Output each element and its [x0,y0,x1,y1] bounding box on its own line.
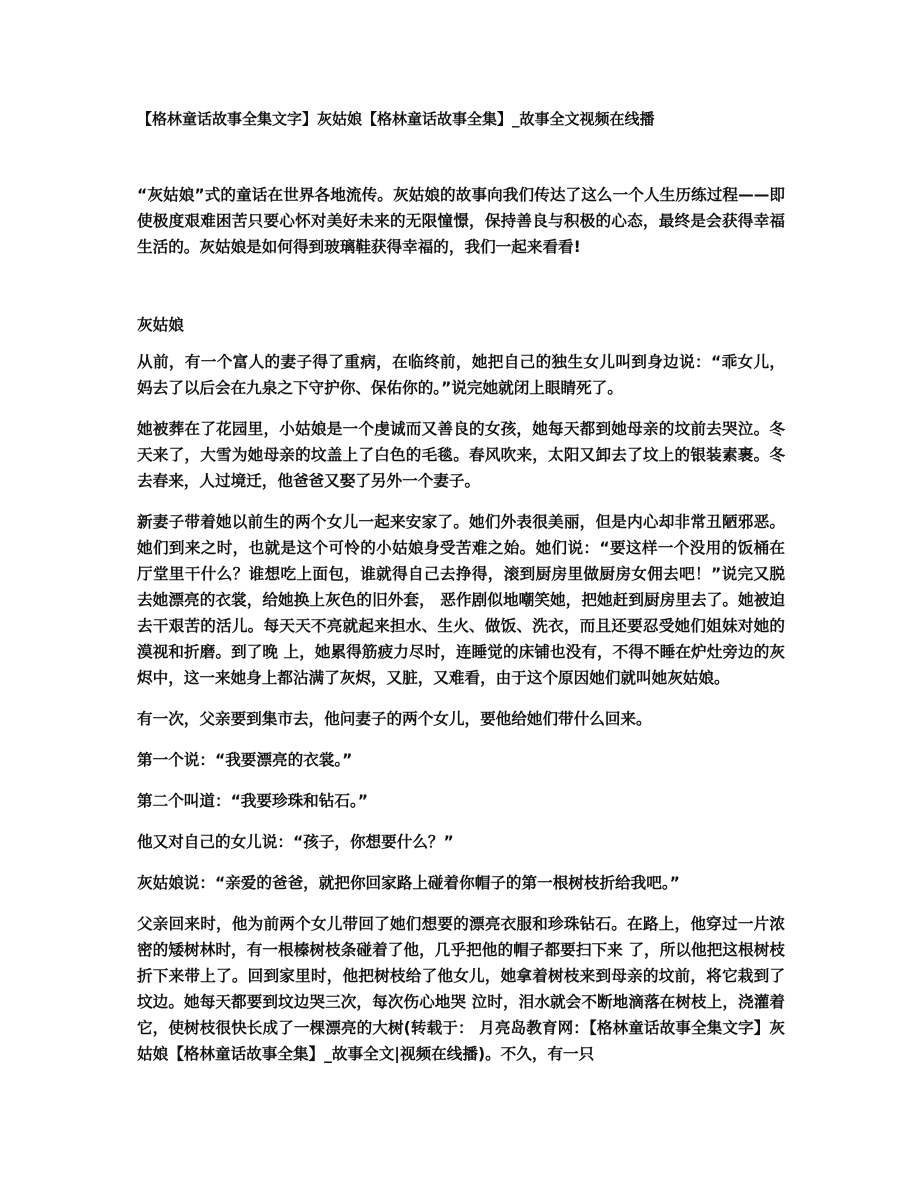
section-heading: 灰姑娘 [137,316,184,334]
story-paragraph: 她被葬在了花园里，小姑娘是一个虔诚而又善良的女孩，她每天都到她母亲的坟前去哭泣。冬天来了，大雪为她母亲的坟盖上了白色的毛毯。春风吹来，太阳又卸去了坟上的银装素裹。冬去春来，人过境迁，他爸爸又娶了另外一个妻子。 [137,420,785,490]
story-paragraph: 第一个说：“我要漂亮的衣裳。” [137,751,353,769]
story-paragraph: 第二个叫道：“我要珍珠和钻石。” [137,792,369,810]
story-paragraph: 灰姑娘说：“亲爱的爸爸，就把你回家路上碰着你帽子的第一根树枝折给我吧。” [137,874,680,892]
story-paragraph: 他又对自己的女儿说：“孩子，你想要什么？” [137,833,454,851]
story-paragraph: 父亲回来时，他为前两个女儿带回了她们想要的漂亮衣服和珍珠钻石。在路上，他穿过一片浓密的矮树林时，有一根榛树枝条碰着了他，几乎把他的帽子都要扫下来 了，所以他把这根树枝折下来带上了。回到家里时，他把树枝给了他女儿，她拿着树枝来到母亲的坟前，将它栽到了坟边。她每天都要到坟边哭三次，每次伤心地哭 泣时，泪水就会不断地滴落在树枝上，浇灌着它，使树枝很快长成了一棵漂亮的大树(转载于： 月亮岛教育网：【格林童话故事全集文字】灰姑娘【格林童话故事全集】_故事全文|视频在线播)。不久，有一只 [137,915,785,1063]
story-body [137,349,785,1082]
document-title: 【格林童话故事全集文字】灰姑娘【格林童话故事全集】_故事全文视频在线播 [137,110,655,128]
story-paragraph: 新妻子带着她以前生的两个女儿一起来安家了。她们外表很美丽，但是内心却非常丑陋邪恶。她们到来之时，也就是这个可怜的小姑娘身受苦难之始。她们说：“要这样一个没用的饭桶在厅堂里干什么？谁想吃上面包，谁就得自己去挣得，滚到厨房里做厨房女佣去吧！”说完又脱去她漂亮的衣裳，给她换上灰色的旧外套， 恶作剧似地嘲笑她，把她赶到厨房里去了。她被迫去干艰苦的活儿。每天天不亮就起来担水、生火、做饭、洗衣，而且还要忍受她们姐妹对她的漠视和折磨。到了晚 上，她累得筋疲力尽时，连睡觉的床铺也没有，不得不睡在炉灶旁边的灰烬中，这一来她身上都沾满了灰烬，又脏，又难看，由于这个原因她们就叫她灰姑娘。 [137,513,785,687]
story-paragraph: 有一次，父亲要到集市去，他问妻子的两个女儿，要他给她们带什么回来。 [137,710,652,728]
story-paragraph: 从前，有一个富人的妻子得了重病，在临终前，她把自己的独生女儿叫到身边说：“乖女儿，妈去了以后会在九泉之下守护你、保佑你的。”说完她就闭上眼睛死了。 [137,353,785,397]
intro-paragraph: “灰姑娘”式的童话在世界各地流传。灰姑娘的故事向我们传达了这么一个人生历练过程——即使极度艰难困苦只要心怀对美好未来的无限憧憬，保持善良与积极的心态，最终是会获得幸福生活的。灰姑娘是如何得到玻璃鞋获得幸福的，我们一起来看看! [137,186,785,256]
